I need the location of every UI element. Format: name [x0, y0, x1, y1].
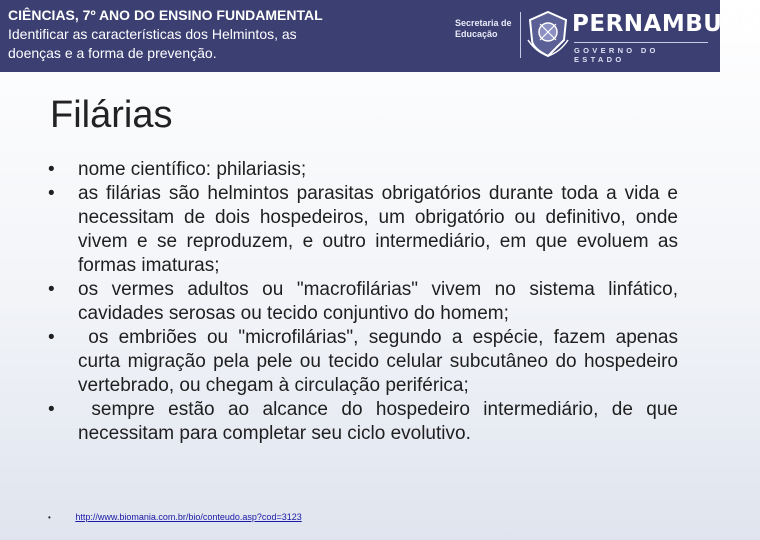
reference-link[interactable]: http://www.biomania.com.br/bio/conteudo.asp?cod=3123 [75, 512, 302, 522]
header-divider [520, 12, 521, 58]
bullet-icon: • [48, 513, 51, 522]
bullet-item [48, 398, 684, 446]
bullet-text: os vermes adultos ou "macrofilárias" vivem no sistema linfático, cavidades serosas ou tecido conjuntivo do homem; [78, 279, 678, 324]
slide-header [0, 0, 760, 72]
header-text [8, 6, 368, 63]
bullet-text: nome científico: [78, 159, 217, 180]
bullet-text: as filárias são helmintos parasitas obrigatórios durante toda a vida e necessitam de dois hospedeiros, um obrigatório ou definitivo, onde vivem e se reproduzem, e outro intermediário, em que evoluem as formas imaturas; [78, 183, 678, 276]
slide-title: Filárias [50, 94, 173, 136]
bullet-text: os embriões ou "microfilárias", segundo a espécie, fazem apenas curta migração pela pele ou tecido celular subcutâneo do hospedeiro vertebrado, ou chegam à circulação periférica; [78, 327, 684, 396]
bullet-icon: • [48, 159, 55, 180]
state-crest-icon [526, 10, 570, 58]
header-objective-line1: Identificar as características dos Helmintos, as [8, 26, 297, 42]
reference-item [48, 512, 302, 522]
bullet-icon: • [48, 279, 55, 300]
bullet-item [48, 182, 678, 278]
bullet-text: sempre estão ao alcance do hospedeiro intermediário, de que necessitam para completar seu ciclo evolutivo. [78, 399, 684, 444]
state-subtitle: GOVERNO DO ESTADO [574, 42, 708, 64]
bullet-item [48, 326, 684, 398]
header-objective-line2: doenças e a forma de prevenção. [8, 45, 217, 61]
state-name: PERNAMBUCO [572, 11, 760, 37]
bullet-item [48, 278, 678, 326]
header-subject: CIÊNCIAS, 7º ANO DO ENSINO FUNDAMENTAL [8, 7, 323, 23]
bullet-item [48, 158, 678, 182]
secretaria-label [455, 18, 517, 40]
bullet-list [48, 158, 684, 446]
bullet-icon: • [48, 327, 55, 348]
bullet-icon: • [48, 183, 55, 204]
scientific-name: philariasis; [216, 159, 307, 180]
educacao-text: Educação [455, 29, 498, 39]
bullet-icon: • [48, 399, 55, 420]
secretaria-text: Secretaria de [455, 18, 512, 28]
